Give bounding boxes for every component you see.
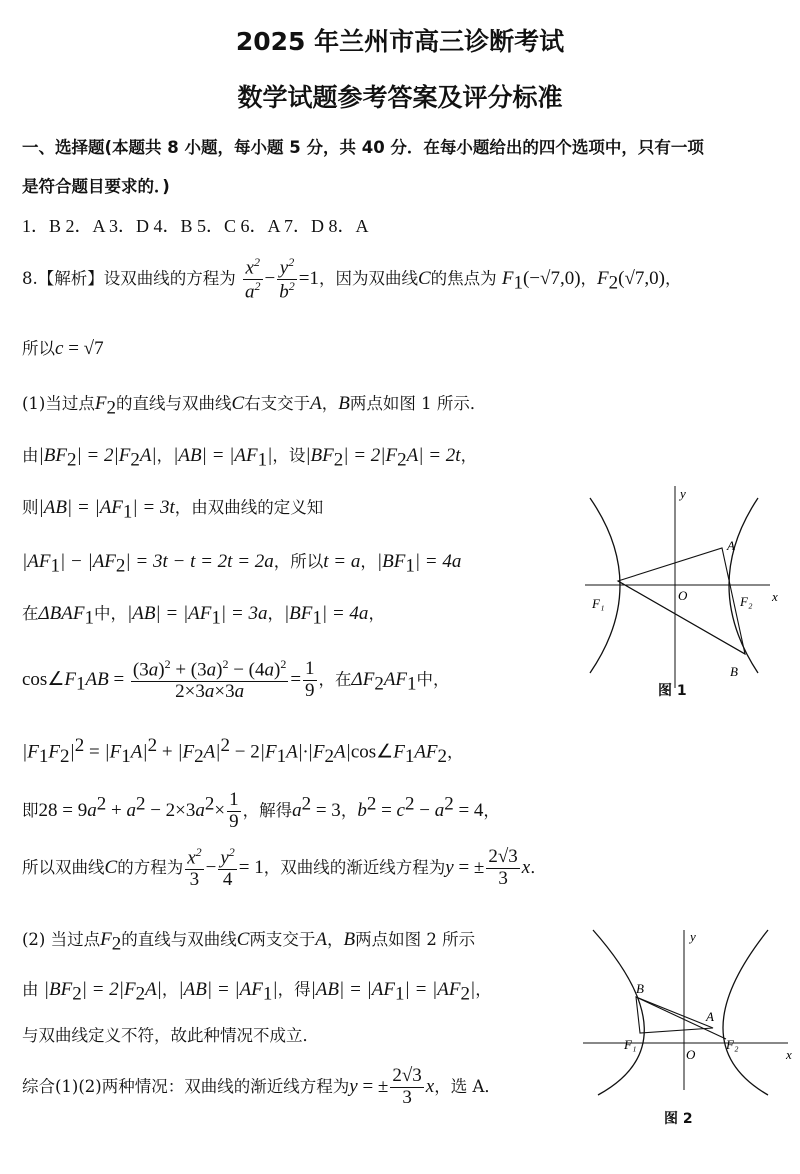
fraction-x2-3: $\frac{x^2}{3}$ [187, 845, 202, 891]
line-cosine: $\cos\angle F_1AB$ = $\frac{(3a)^2 + (3a)^2 - (4a)^2}{2\times 3a\times 3a}$ = $\frac{1}{9}$ ，在$\Delta F_2AF_1$中， [22, 657, 450, 703]
line-case1: (1)当过点$F_2$的直线与双曲线C右支交于A，B两点如图 1 所示． [22, 393, 487, 419]
fraction-y2-4: $\frac{y^2}{4}$ [220, 845, 235, 891]
case2-from-text: 由 [22, 980, 39, 999]
conclusion1b-text: 的方程为 [117, 858, 184, 878]
fig2-label-f1: F₁ [624, 1037, 637, 1052]
fig2-right-branch [723, 930, 768, 1095]
fraction-x2-a2: $\frac{x^2}{a^2}$ [245, 255, 261, 303]
figure-2-caption: 图 2 [664, 1111, 693, 1127]
fig2-label-a: A [706, 1009, 714, 1024]
fraction-one-ninth-2: $\frac{1}{9}$ [229, 789, 239, 832]
figure-2 [578, 925, 798, 1100]
case2-text: (2) 当过点 [22, 930, 101, 949]
line-then: 则$|AB| = |AF_1| = 3t$，由双曲线的定义知 [22, 497, 324, 523]
fig2-label-x: x [786, 1047, 792, 1062]
fig1-label-b: B [730, 664, 738, 679]
case1d-text: 两点如图 1 所示． [349, 394, 487, 413]
line-case2: (2) 当过点$F_2$的直线与双曲线C两支交于A，B两点如图 2 所示 [22, 929, 476, 955]
fig1-label-y: y [680, 486, 686, 501]
line-final: 综合(1)(2)两种情况：双曲线的渐近线方程为y = ± $\frac{2√3}{3}$ x，选 A． [22, 1065, 501, 1108]
solution-intro: 8.【解析】设双曲线的方程为 $\frac{x^2}{a^2}$ − $\frac{y^2}{b^2}$ =1，因为双曲线C的焦点为 $F_1(-√7,0)$，$F_2(√7,0)$， [22, 255, 682, 303]
answer-key: 1．B 2．A 3．D 4．B 5．C 6．A 7．D 8．A [22, 216, 369, 236]
line-c-value: 所以c = √7 [22, 338, 104, 359]
fraction-y2-b2: $\frac{y^2}{b^2}$ [279, 255, 295, 303]
fig1-label-o: O [678, 588, 688, 603]
fig1-label-x: x [772, 589, 778, 604]
fig2-label-y: y [690, 929, 696, 944]
then-text: 则 [22, 498, 39, 517]
focus-text: ，因为双曲线 [318, 269, 418, 289]
line-solve: 即$28 = 9a^2 + a^2 - 2\times 3a^2\times$ $\frac{1}{9}$ ，解得$a^2 = 3$，$b^2 = c^2 - a^2 = 4$， [22, 789, 500, 832]
in-tri2-text: 中， [93, 604, 127, 623]
fig2-label-f2: F₂ [726, 1037, 739, 1052]
line-definition: $|AF_1| - |AF_2| = 3t - t = 2t = 2a$，所以t = a，$|BF_1| = 4a$ [22, 551, 462, 577]
page-subtitle: 数学试题参考答案及评分标准 [237, 83, 563, 112]
ji-text: 即 [22, 800, 39, 820]
case2c-text: 两支交于 [249, 930, 316, 949]
in-tri3-text: ，在 [318, 670, 352, 690]
case2b-text: 的直线与双曲线 [121, 930, 237, 949]
solution-tag: 8.【解析】 [22, 269, 104, 289]
fig1-label-f1: F₁ [592, 596, 605, 611]
let-text: ，设 [272, 446, 306, 465]
figure-1 [580, 478, 795, 693]
conclusion1-text: 所以双曲线 [22, 858, 105, 878]
section-heading-line2: 是符合题目要求的．) [22, 177, 170, 196]
focus-text2: 的焦点为 [430, 269, 497, 289]
case2-get-text: ，得 [277, 980, 311, 999]
line-law-cosines: $|F_1F_2|^2 = |F_1A|^2 + |F_2A|^2$ − $2|F_1A|\cdot|F_2A|\cos\angle F_1AF_2$， [22, 735, 464, 767]
fig2-label-b: B [636, 981, 644, 996]
line-from-ratio: 由$|BF_2| = 2|F_2A|$，$|AB| = |AF_1|$，设$|BF_2| = 2|F_2A| = 2t$， [22, 445, 478, 471]
line-conclusion1: 所以双曲线C的方程为 $\frac{x^2}{3}$ − $\frac{y^2}{4}$ = 1，双曲线的渐近线方程为y = ± $\frac{2√3}{3}$ x． [22, 845, 547, 891]
by-def-text: ，由双曲线的定义知 [174, 498, 324, 517]
line-triangle: 在$\Delta BAF_1$中，$|AB| = |AF_1| = 3a$，$|BF_1| = 4a$， [22, 603, 385, 629]
solve-text: ，解得 [242, 800, 293, 820]
in-tri4-text: 中， [416, 670, 450, 690]
fig1-label-f2: F₂ [740, 594, 753, 609]
case1c-text: 右支交于 [244, 394, 311, 413]
fig2-label-o: O [686, 1047, 696, 1062]
fig2-left-branch [593, 930, 644, 1095]
fraction-cosine: $\frac{(3a)^2 + (3a)^2 - (4a)^2}{2\times 3a\times 3a}$ [132, 657, 287, 703]
case2d-text: 两点如图 2 所示 [355, 930, 476, 949]
conclusion1c-text: ，双曲线的渐近线方程为 [263, 858, 446, 878]
so-c-text: 所以 [22, 339, 55, 358]
case1-text: (1)当过点 [22, 394, 95, 413]
case1b-text: 的直线与双曲线 [115, 394, 232, 413]
figure-1-caption: 图 1 [658, 683, 687, 699]
fraction-asymptote-final: $\frac{2√3}{3}$ [392, 1065, 422, 1108]
fig1-label-a: A [727, 538, 735, 553]
so-t-text: ，所以 [273, 552, 324, 571]
from-text: 由 [22, 446, 39, 465]
line-case2-from: 由 $|BF_2| = 2|F_2A|$，$|AB| = |AF_1|$，得$|AB| = |AF_1| = |AF_2|$， [22, 979, 492, 1005]
final-text: 综合(1)(2)两种情况：双曲线的渐近线方程为 [22, 1076, 350, 1096]
in-tri-text: 在 [22, 604, 39, 623]
intro-text: 设双曲线的方程为 [103, 269, 236, 289]
fraction-asymptote: $\frac{2√3}{3}$ [488, 846, 518, 890]
line-contradiction: 与双曲线定义不符，故此种情况不成立． [22, 1026, 319, 1045]
page-title: 2025 年兰州市高三诊断考试 [235, 27, 565, 56]
final-choice-text: ，选 A． [434, 1076, 501, 1096]
fraction-one-ninth: $\frac{1}{9}$ [305, 658, 315, 702]
section-heading-line1: 一、选择题(本题共 8 小题，每小题 5 分，共 40 分．在每小题给出的四个选项中，只有一项 [22, 138, 704, 157]
